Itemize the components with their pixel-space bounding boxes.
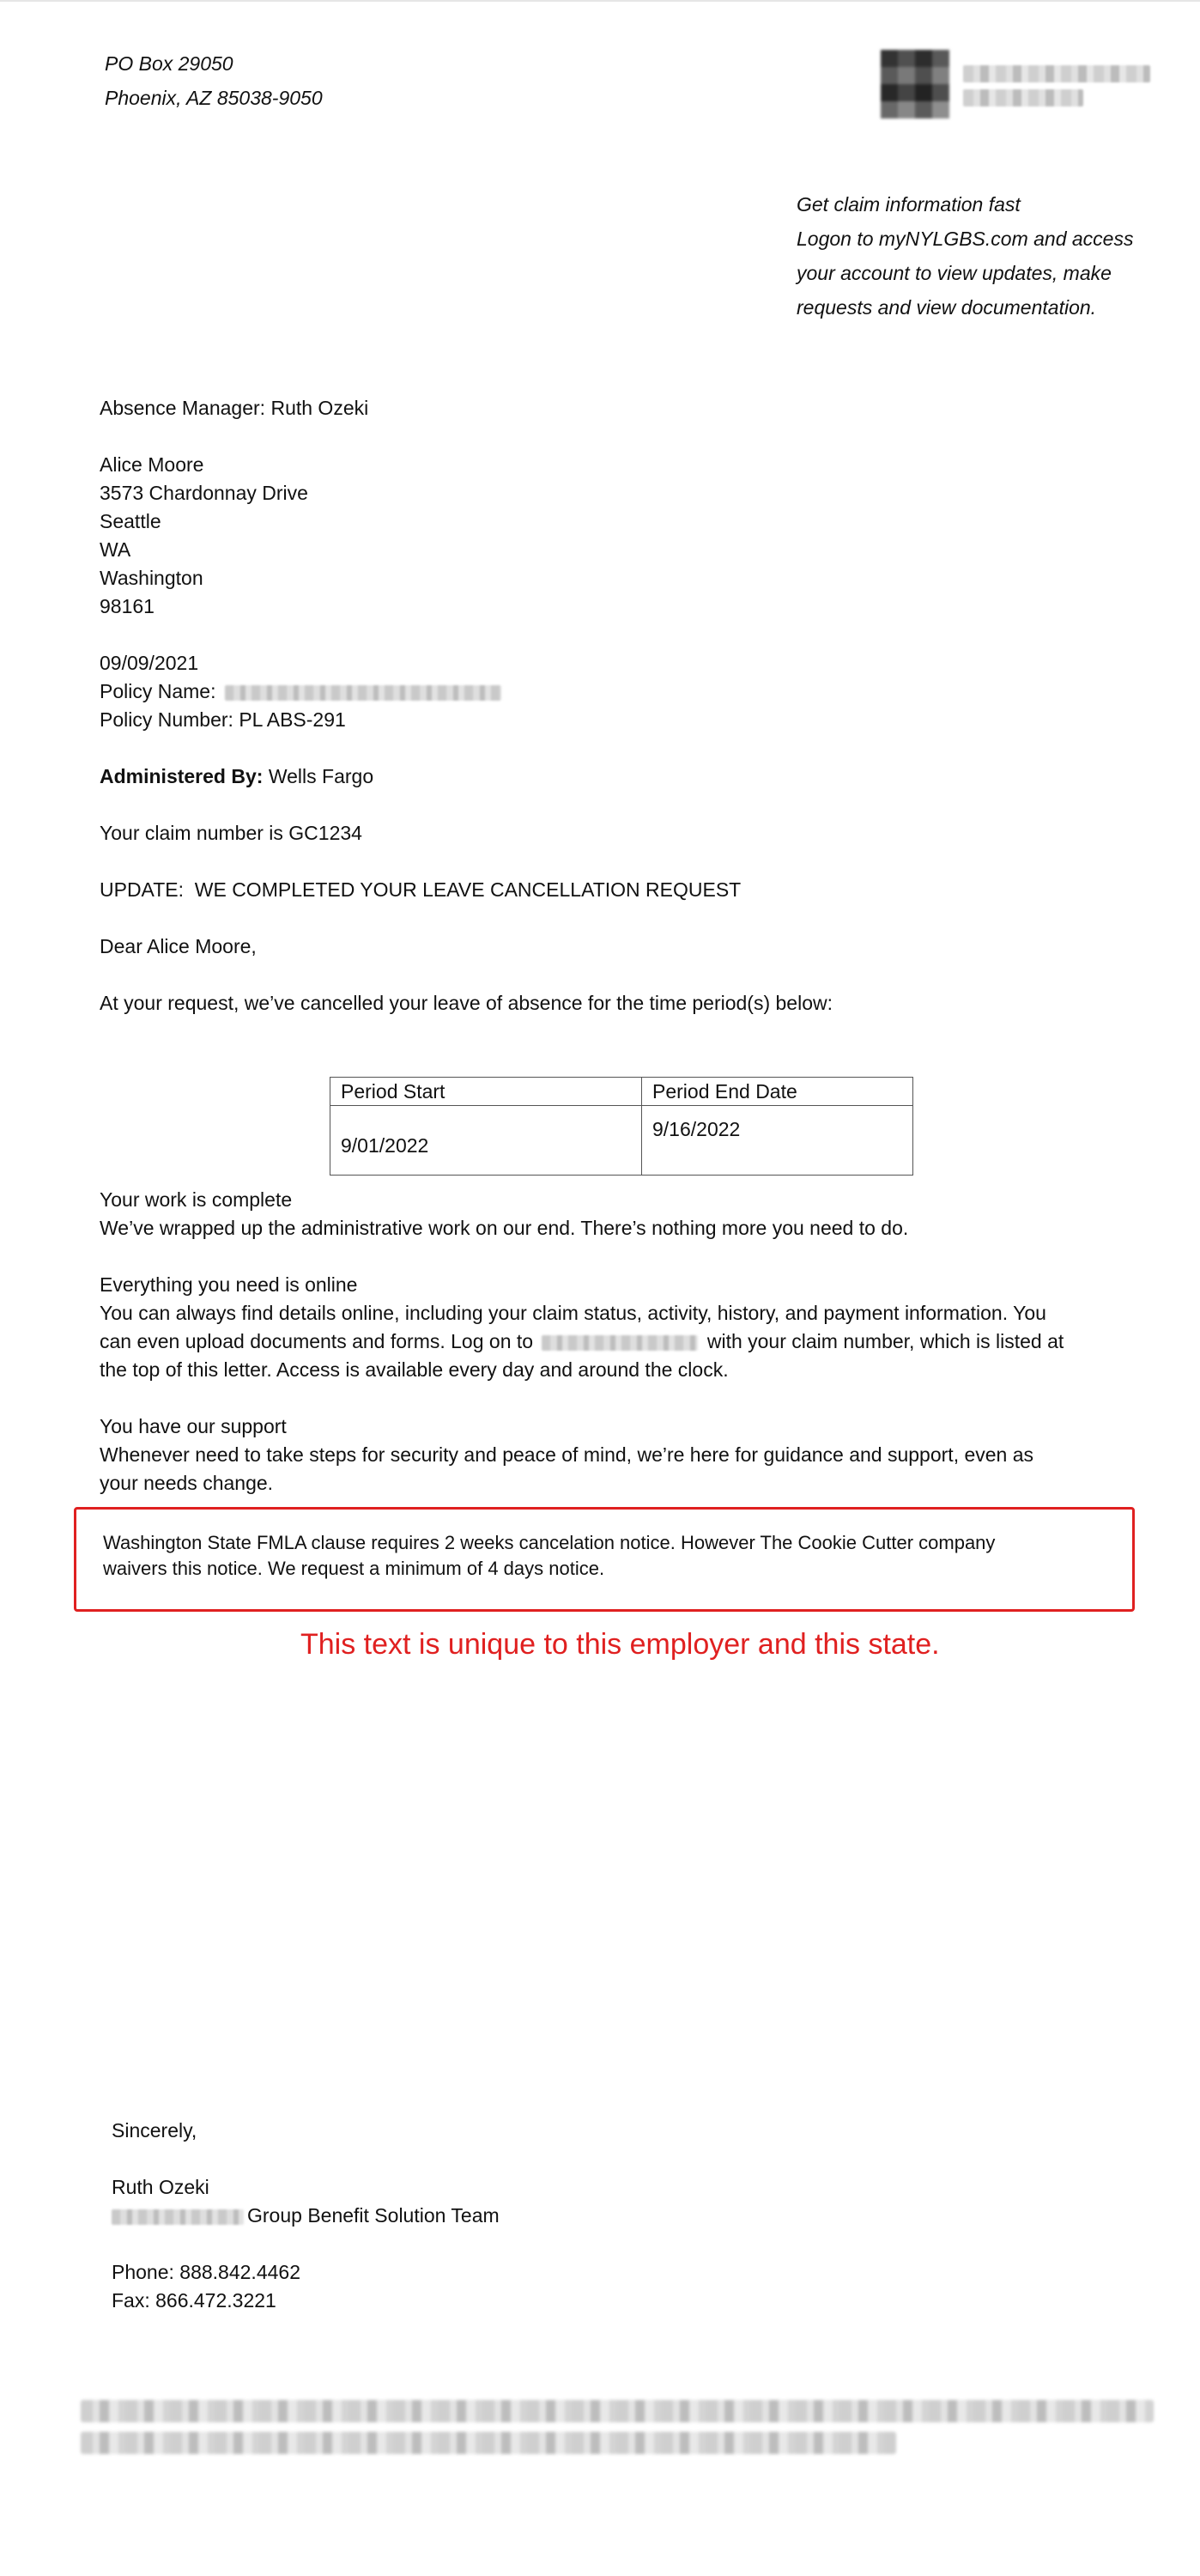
return-address [105, 46, 323, 115]
recipient-street: 3573 Chardonnay Drive [100, 482, 308, 504]
team-name [112, 2202, 500, 2230]
administered-by-value: Wells Fargo [263, 765, 374, 787]
absence-manager: Absence Manager: Ruth Ozeki [100, 397, 369, 419]
policy-info [100, 649, 1155, 734]
recipient-address [100, 451, 1155, 621]
signer-name: Ruth Ozeki [112, 2176, 209, 2198]
website-redacted [542, 1335, 698, 1351]
valediction: Sincerely, [112, 2119, 197, 2142]
section-heading: Your work is complete [100, 1188, 293, 1211]
policy-name [100, 677, 1155, 706]
online-line2-start: can even upload documents and forms. Log on to [100, 1330, 534, 1352]
company-logo [881, 50, 1130, 120]
top-rule [0, 0, 1200, 2]
online-info [797, 187, 1133, 325]
state-notice-box [74, 1507, 1135, 1612]
section-body-line: the top of this letter. Access is available every day and around the clock. [100, 1358, 729, 1381]
recipient-zip: 98161 [100, 595, 155, 617]
company-name-redacted [112, 2209, 244, 2225]
footer-redacted-line1 [81, 2400, 1154, 2422]
notice-line2: waivers this notice. We request a minimum of 4 days notice. [103, 1558, 605, 1579]
table-cell-period-end: 9/16/2022 [642, 1106, 913, 1176]
table-header: Period End Date [642, 1078, 913, 1106]
section-heading: Everything you need is online [100, 1273, 358, 1296]
salutation: Dear Alice Moore, [100, 935, 257, 957]
state-notice-text [103, 1530, 995, 1582]
periods-table [330, 1077, 913, 1176]
online-info-line1: Get claim information fast [797, 193, 1021, 216]
recipient-state-code: WA [100, 538, 131, 561]
update-heading: UPDATE: WE COMPLETED YOUR LEAVE CANCELLATION REQUEST [100, 878, 742, 901]
policy-name-redacted [225, 685, 501, 701]
employer-state-annotation: This text is unique to this employer and this state. [300, 1628, 940, 1661]
letter-sections [100, 1186, 1173, 1498]
logo-text-redacted [963, 65, 1150, 82]
table-row [330, 1106, 913, 1176]
section-heading: You have our support [100, 1415, 287, 1437]
administered-by [100, 762, 1155, 791]
claim-number: Your claim number is GC1234 [100, 822, 362, 844]
return-address-line1: PO Box 29050 [105, 52, 233, 75]
notice-line1: Washington State FMLA clause requires 2 weeks cancelation notice. However The Cookie Cutter company [103, 1532, 996, 1553]
return-address-line2: Phoenix, AZ 85038-9050 [105, 87, 323, 109]
section-body: We’ve wrapped up the administrative work on our end. There’s nothing more you need to do. [100, 1217, 909, 1239]
table-header-row [330, 1078, 913, 1106]
letter-date: 09/09/2021 [100, 652, 199, 674]
fax: Fax: 866.472.3221 [112, 2289, 276, 2312]
footer-redacted-line2 [81, 2432, 896, 2454]
recipient-city: Seattle [100, 510, 161, 532]
administered-by-label: Administered By: [100, 765, 264, 787]
logo-text-redacted [963, 89, 1083, 106]
closing [112, 2117, 500, 2315]
logo-mark-icon [881, 50, 949, 118]
section-body-line: You can always find details online, including your claim status, activity, history, and payment information. You [100, 1302, 1046, 1324]
intro-paragraph: At your request, we’ve cancelled your leave of absence for the time period(s) below: [100, 992, 833, 1014]
online-info-line3: your account to view updates, make [797, 262, 1112, 284]
policy-name-label: Policy Name: [100, 680, 216, 702]
recipient-state: Washington [100, 567, 203, 589]
online-info-line4: requests and view documentation. [797, 296, 1097, 319]
table-cell-period-start: 9/01/2022 [330, 1106, 642, 1176]
letter-body [100, 394, 1155, 1018]
team-suffix: Group Benefit Solution Team [247, 2204, 500, 2227]
online-info-line2: Logon to myNYLGBS.com and access [797, 228, 1134, 250]
recipient-name: Alice Moore [100, 453, 204, 476]
section-body-line: your needs change. [100, 1472, 274, 1494]
section-body-line [100, 1327, 1173, 1356]
online-line2-end: with your claim number, which is listed at [706, 1330, 1064, 1352]
section-body-line: Whenever need to take steps for security and peace of mind, we’re here for guidance and support, even as [100, 1443, 1034, 1466]
table-header: Period Start [330, 1078, 642, 1106]
phone: Phone: 888.842.4462 [112, 2261, 300, 2283]
policy-number: Policy Number: PL ABS-291 [100, 708, 346, 731]
